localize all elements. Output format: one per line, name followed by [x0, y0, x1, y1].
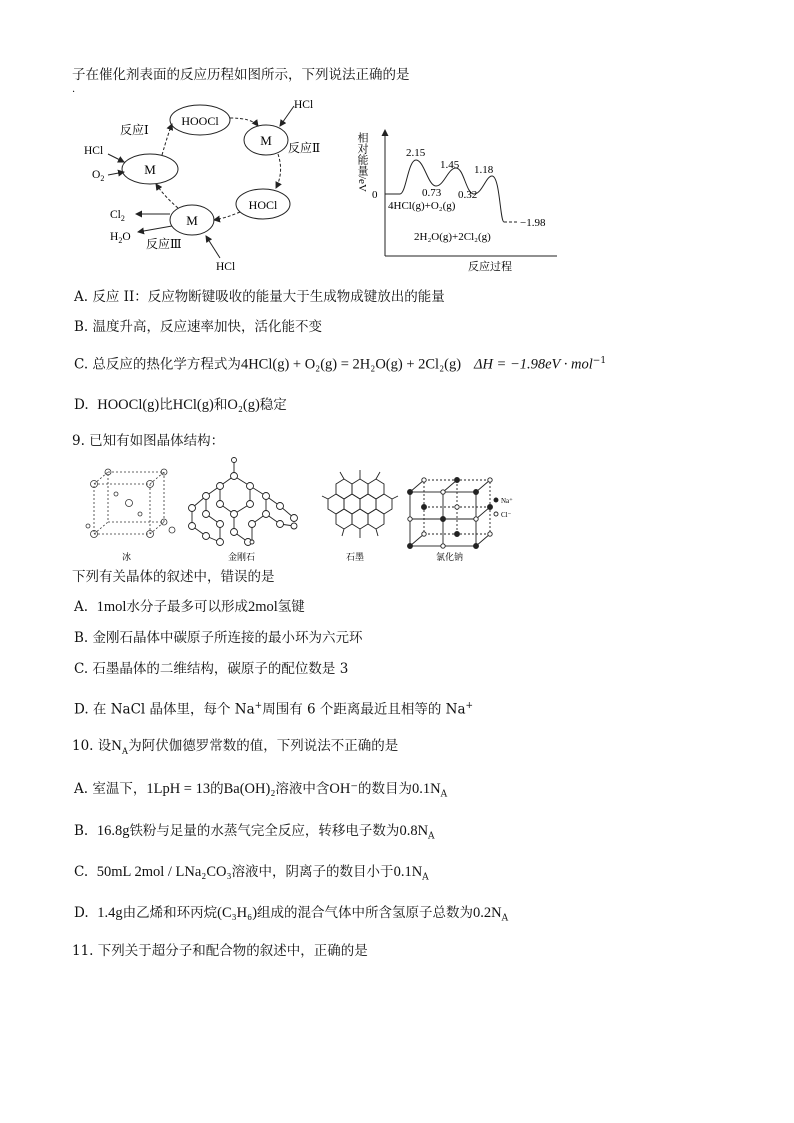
energy-peak-2: 1.45 [440, 159, 460, 171]
reagent-hcl-bottom: HCl [216, 261, 236, 273]
legend-na: Na⁺ [501, 497, 513, 505]
diamond-structure [189, 458, 298, 546]
graphite-structure [322, 470, 398, 538]
q9-option-a: A. 1mol水分子最多可以形成2mol氢键 [74, 599, 305, 615]
energy-peak-3: 1.18 [474, 164, 494, 176]
legend-cl: Cl⁻ [501, 511, 512, 519]
energy-end-value: −1.98 [520, 217, 546, 229]
ice-structure [86, 469, 175, 538]
reaction-3-label: 反应Ⅲ [146, 237, 182, 251]
node-hoocl-label: HOOCl [181, 114, 219, 128]
product-cl2: $Cl_2$ [110, 209, 125, 223]
reagent-hcl-left: HCl [84, 145, 104, 157]
q9-stem: 9. 已知有如图晶体结构： [72, 433, 225, 449]
product-h2o: $H_2O$ [110, 231, 131, 245]
caption-nacl: 氯化钠 [436, 552, 464, 562]
q8-option-d: D. HOOCl(g)比HCl(g)和O₂(g)稳定 [74, 397, 287, 413]
caption-diamond: 金刚石 [228, 552, 256, 562]
q9-option-d: D. 在 NaCl 晶体里，每个 Na+周围有 6 个距离最近且相等的 Na+ [74, 701, 474, 718]
energy-valley-1: 0.73 [422, 187, 442, 199]
energy-profile-diagram [352, 124, 562, 274]
reaction-2-label: 反应Ⅱ [288, 141, 321, 155]
crystal-structures-figure [80, 456, 520, 566]
q10-stem: 10. 设$N_A$为阿伏伽德罗常数的值，下列说法不正确的是 [72, 738, 399, 756]
q10-option-b: B. 16.8g铁粉与足量的水蒸气完全反应，转移电子数为$0.8N_A$ [74, 823, 435, 842]
q8-option-a: A. 反应 II：反应物断键吸收的能量大于生成物成键放出的能量 [74, 289, 445, 305]
node-m-left-label: M [144, 162, 156, 177]
energy-xlabel: 反应过程 [468, 261, 512, 273]
node-m-bottom-label: M [186, 213, 198, 228]
q9-question: 下列有关晶体的叙述中，错误的是 [72, 569, 275, 585]
caption-graphite: 石墨 [346, 552, 365, 562]
q8-stem: 子在催化剂表面的反应历程如图所示，下列说法正确的是 [72, 67, 410, 83]
reaction-1-label: 反应Ⅰ [120, 123, 149, 137]
energy-reactants: 4HCl(g)+O₂(g) [388, 200, 456, 212]
q8-option-b: B. 温度升高，反应速率加快，活化能不变 [74, 319, 323, 335]
energy-valley-2: 0.32 [458, 189, 478, 201]
node-m-right-label: M [260, 133, 272, 148]
q8-option-c: C. 总反应的热化学方程式为4HCl(g) + O₂(g) = 2H₂O(g) + 2Cl₂(g) ΔH = −1.98eV · mol$^{-1}$ [74, 356, 607, 373]
energy-ylabel: 相对能量/eV [356, 132, 368, 192]
q9-option-c: C. 石墨晶体的二维结构，碳原子的配位数是 3 [74, 661, 349, 677]
energy-start-label: 0 [372, 189, 378, 201]
q10-option-a: A. 室温下，1LpH = 13的Ba(OH)₂溶液中含OH⁻的数目为$0.1N_A$ [74, 781, 448, 800]
energy-peak-1: 2.15 [406, 147, 426, 159]
q11-stem: 11. 下列关于超分子和配合物的叙述中，正确的是 [72, 943, 368, 959]
reagent-hcl-top: HCl [294, 99, 314, 111]
q10-option-c: C. 50mL 2mol / LNa₂CO₃溶液中，阴离子的数目小于$0.1N_A$ [74, 864, 429, 883]
caption-ice: 冰 [122, 552, 132, 562]
q9-option-b: B. 金刚石晶体中碳原子所连接的最小环为六元环 [74, 630, 363, 646]
energy-products: 2H₂O(g)+2Cl₂(g) [414, 231, 491, 243]
q10-option-d: D. 1.4g由乙烯和环丙烷(C₃H₆)组成的混合气体中所含氢原子总数为$0.2N_A$ [74, 905, 509, 924]
nacl-structure [408, 478, 499, 549]
node-hocl-label: HOCl [248, 198, 278, 212]
reaction-cycle-diagram [80, 96, 342, 274]
reagent-o2: $O_2$ [92, 169, 105, 183]
q8-dot: · [72, 87, 76, 98]
